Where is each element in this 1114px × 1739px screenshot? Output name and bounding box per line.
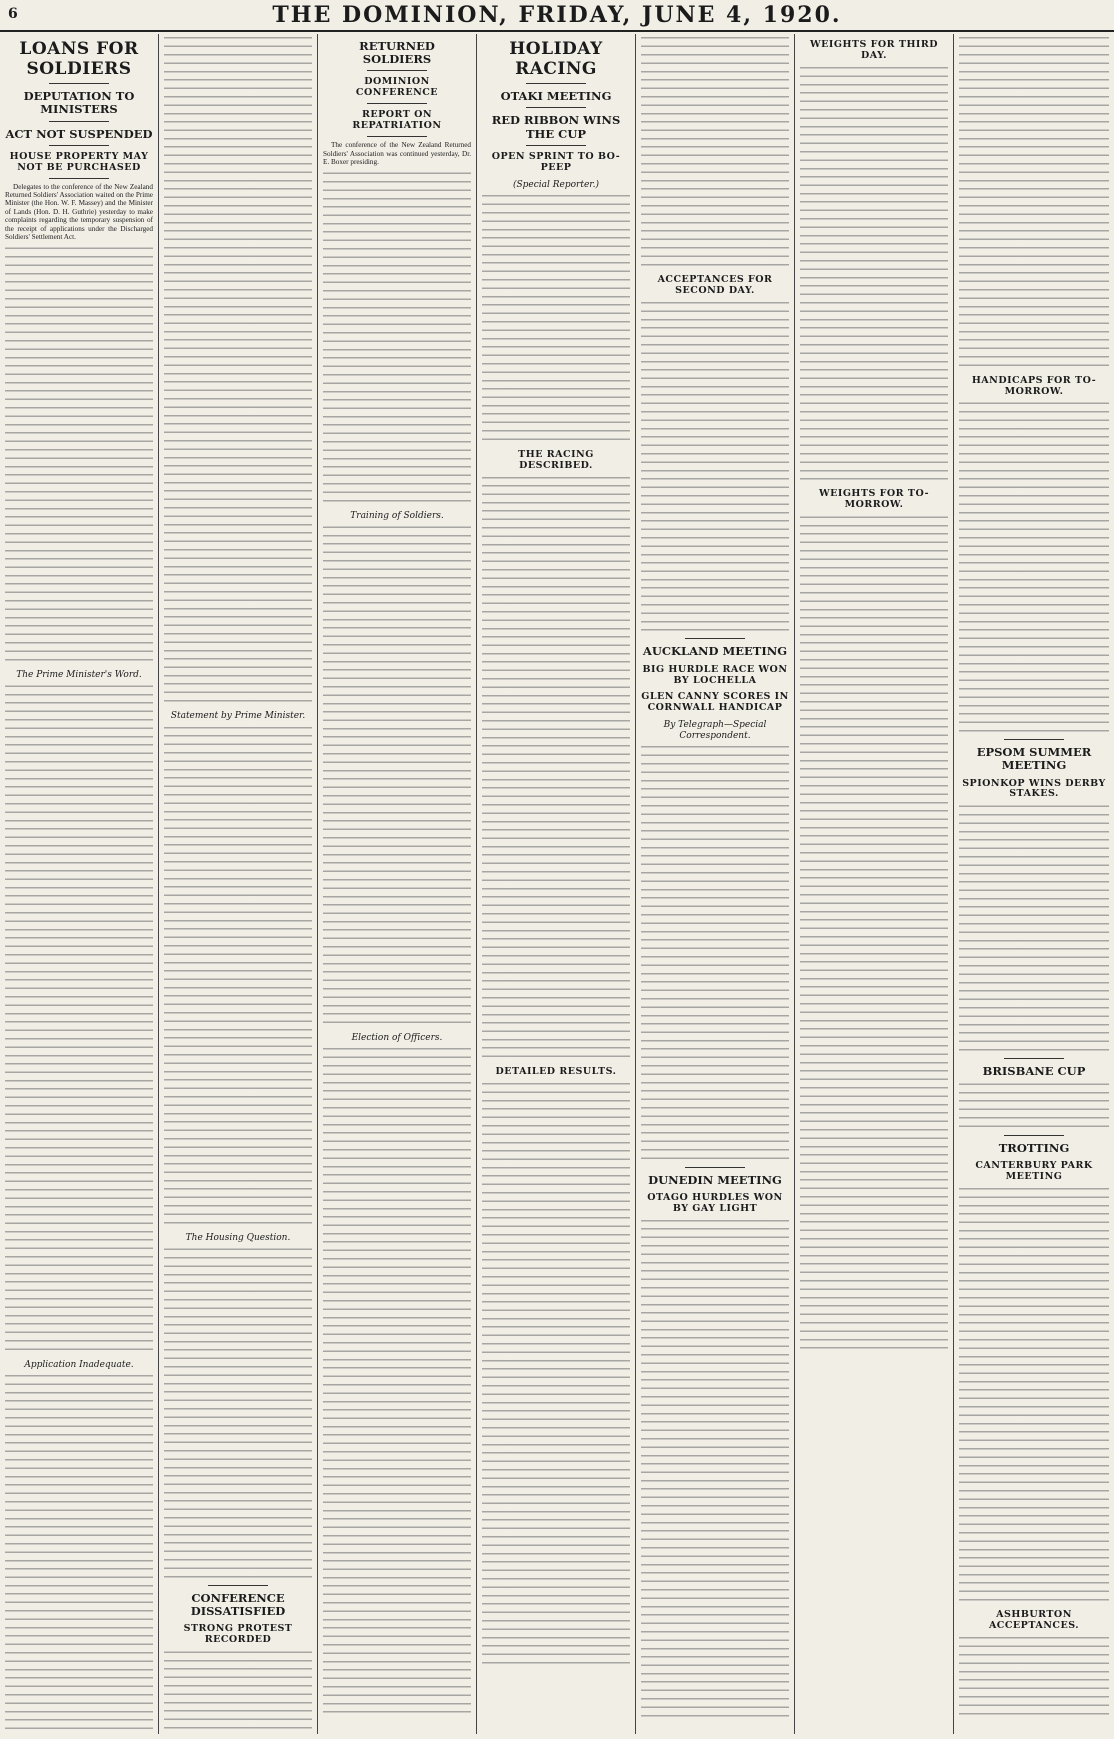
column-4 xyxy=(477,34,635,1734)
headline-handicaps-to-morrow: HANDICAPS FOR TO-MORROW. xyxy=(971,374,1097,397)
section-statement-by-prime-minister: Statement by Prime Minister. xyxy=(170,711,306,722)
headline-brisbane-cup: BRISBANE CUP xyxy=(982,1064,1086,1079)
section-detailed-results: DETAILED RESULTS. xyxy=(495,1065,617,1077)
column-7 xyxy=(954,34,1114,1734)
article-text-block xyxy=(959,1634,1109,1718)
headline-dunedin-meeting: DUNEDIN MEETING xyxy=(648,1172,782,1187)
article-text-block xyxy=(323,523,471,1026)
article-text-block xyxy=(5,244,153,664)
subhead-open-sprint: OPEN SPRINT TO BO-PEEP xyxy=(491,150,621,173)
column-6 xyxy=(795,34,953,1734)
column-3 xyxy=(318,34,476,1734)
headline-ashburton-acceptances: ASHBURTON ACCEPTANCES. xyxy=(988,1609,1080,1632)
section-racing-described: THE RACING DESCRIBED. xyxy=(518,448,594,471)
headline-loans-for-soldiers: LOANS FOR SOLDIERS xyxy=(19,39,139,79)
article-text-block xyxy=(959,1185,1109,1605)
headline-acceptances-second-day: ACCEPTANCES FOR SECOND DAY. xyxy=(657,273,773,296)
headline-trotting: TROTTING xyxy=(998,1140,1070,1155)
results-text-block xyxy=(641,34,789,269)
section-training-of-soldiers: Training of Soldiers. xyxy=(350,510,444,521)
headline-returned-soldiers: RETURNED SOLDIERS xyxy=(359,39,435,67)
article-text-block xyxy=(482,192,630,444)
article-text-block xyxy=(482,474,630,1061)
headline-epsom-summer-meeting: EPSOM SUMMER MEETING xyxy=(976,745,1092,773)
article-text-block xyxy=(5,682,153,1353)
subhead-canterbury-park: CANTERBURY PARK MEETING xyxy=(975,1159,1093,1182)
article-text-block xyxy=(164,1245,312,1581)
lead-paragraph: Delegates to the conference of the New Zealand Returned Soldiers' Association waited on the Prime Minister (the Hon. W. F. Massey) and the Minister of Lands (Hon. D. H. Guthrie) yesterday to make complaints regarding the temporary suspension of the receipt of applications under the Discharged Soldiers' Settlement Act. xyxy=(5,182,153,242)
subhead-dominion-conference: DOMINION CONFERENCE xyxy=(355,76,439,99)
section-application-inadequate: Application Inadequate. xyxy=(24,1359,134,1370)
article-text-block xyxy=(164,724,312,1227)
lead-paragraph: The conference of the New Zealand Returned Soldiers' Association was continued yesterday, Dr. E. Boxer presiding. xyxy=(323,141,471,166)
weights-text-block xyxy=(800,64,948,484)
section-election-of-officers: Election of Officers. xyxy=(351,1032,443,1043)
article-text-block xyxy=(164,1648,312,1732)
article-text-block xyxy=(5,1372,153,1734)
column-2 xyxy=(159,34,317,1734)
subhead-act-not-suspended: ACT NOT SUSPENDED xyxy=(5,126,153,141)
subhead-gay-light: OTAGO HURDLES WON BY GAY LIGHT xyxy=(647,1191,783,1214)
headline-weights-to-morrow: WEIGHTS FOR TO-MORROW. xyxy=(818,488,930,511)
subhead-spionkop: SPIONKOP WINS DERBY STAKES. xyxy=(962,777,1106,800)
subhead-glen-canny: GLEN CANNY SCORES IN CORNWALL HANDICAP xyxy=(641,691,789,714)
article-text-block xyxy=(641,743,789,1163)
article-text-block xyxy=(641,1217,789,1720)
article-text-block xyxy=(959,802,1109,1054)
subhead-house-property: HOUSE PROPERTY MAY NOT BE PURCHASED xyxy=(9,150,149,173)
subhead-strong-protest: STRONG PROTEST RECORDED xyxy=(183,1623,293,1646)
masthead xyxy=(0,0,1114,32)
handicaps-text-block xyxy=(959,34,1109,370)
section-prime-ministers-word: The Prime Minister's Word. xyxy=(16,669,142,680)
headline-holiday-racing: HOLIDAY RACING xyxy=(509,39,603,79)
handicaps-text-block xyxy=(959,399,1109,735)
acceptances-text-block xyxy=(641,299,789,635)
subhead-deputation: DEPUTATION TO MINISTERS xyxy=(23,89,135,117)
headline-auckland-meeting: AUCKLAND MEETING xyxy=(642,644,788,659)
weights-text-block xyxy=(800,513,948,1352)
column-1 xyxy=(0,34,158,1734)
byline-special-reporter: (Special Reporter.) xyxy=(512,179,599,190)
article-text-block xyxy=(164,34,312,705)
headline-weights-third-day: WEIGHTS FOR THIRD DAY. xyxy=(809,39,939,61)
results-text-block xyxy=(482,1080,630,1667)
article-text-block xyxy=(323,169,471,505)
page-number: 6 xyxy=(8,6,18,22)
headline-conference-dissatisfied: CONFERENCE DISSATISFIED xyxy=(190,1591,286,1619)
subhead-lochella: BIG HURDLE RACE WON BY LOCHELLA xyxy=(642,663,788,686)
byline-telegraph: By Telegraph—Special Correspondent. xyxy=(663,720,767,741)
subhead-red-ribbon: RED RIBBON WINS THE CUP xyxy=(491,113,621,141)
newspaper-title: THE DOMINION, FRIDAY, JUNE 4, 1920. xyxy=(272,2,842,28)
column-5 xyxy=(636,34,794,1734)
subhead-report-on-repatriation: REPORT ON REPATRIATION xyxy=(352,109,442,132)
section-housing-question: The Housing Question. xyxy=(185,1233,291,1244)
article-text-block xyxy=(959,1080,1109,1130)
subhead-otaki-meeting: OTAKI MEETING xyxy=(500,89,612,104)
article-text-block xyxy=(323,1045,471,1716)
